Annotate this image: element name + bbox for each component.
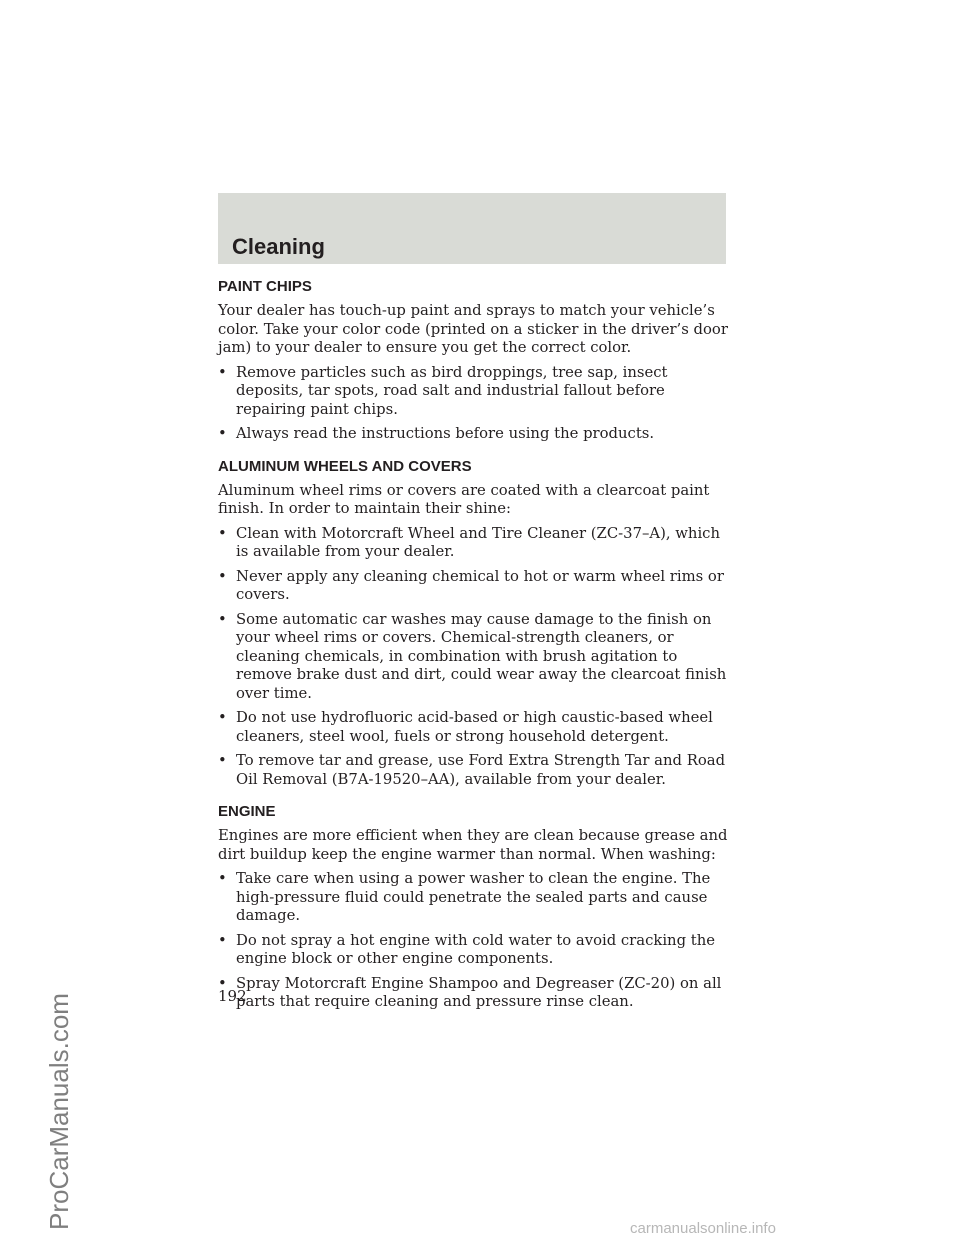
list-item (218, 425, 728, 444)
list-item-text: To remove tar and grease, use Ford Extra Strength Tar and Road Oil Removal (B7A-19520–AA), available from your dealer. (236, 752, 726, 788)
page-title: Cleaning (232, 234, 325, 259)
section-heading-engine: ENGINE (218, 803, 276, 820)
bullet-icon: • (218, 931, 227, 949)
list-item-text: Spray Motorcraft Engine Shampoo and Degreaser (ZC-20) on all parts that require cleaning and pressure rinse clean. (236, 974, 722, 1010)
list-item-text: Do not use hydrofluoric acid-based or high caustic-based wheel cleaners, steel wool, fuels or strong household detergent. (236, 709, 713, 745)
list-item (218, 932, 728, 969)
list-item-text: Clean with Motorcraft Wheel and Tire Cleaner (ZC-37–A), which is available from your dealer. (236, 524, 720, 560)
bullet-icon: • (218, 363, 227, 381)
list-item-text: Do not spray a hot engine with cold water to avoid cracking the engine block or other engine components. (236, 931, 715, 967)
list-item (218, 568, 728, 605)
aluminum-wheels-list (218, 525, 728, 790)
page-number: 192 (218, 987, 247, 1005)
bullet-icon: • (218, 567, 227, 585)
list-item (218, 709, 728, 746)
list-item (218, 364, 728, 420)
bullet-icon: • (218, 752, 227, 769)
list-item (218, 870, 728, 926)
section-heading-aluminum-wheels: ALUMINUM WHEELS AND COVERS (218, 457, 472, 475)
paint-chips-list (218, 364, 728, 444)
list-item-text: Never apply any cleaning chemical to hot or warm wheel rims or covers. (236, 567, 724, 603)
bullet-icon: • (218, 524, 227, 542)
list-item (218, 975, 728, 1012)
list-item (218, 525, 728, 562)
bullet-icon: • (218, 870, 227, 887)
engine-list (218, 870, 728, 1012)
list-item-text: Take care when using a power washer to clean the engine. The high-pressure fluid could penetrate the sealed parts and cause damage. (236, 870, 711, 924)
list-item (218, 611, 728, 704)
footer-watermark: carmanualsonline.info (630, 1220, 776, 1237)
list-item-text: Some automatic car washes may cause damage to the finish on your wheel rims or covers. Chemical-strength cleaners, or cleaning chemicals, in combination with brush agitation to remove brake dust and dirt, could wear away the clearcoat finish over time. (236, 610, 727, 702)
bullet-icon: • (218, 974, 227, 992)
list-item (218, 752, 728, 789)
bullet-icon: • (218, 610, 227, 628)
bullet-icon: • (218, 425, 227, 442)
side-watermark: ProCarManuals.com (44, 993, 74, 1230)
list-item-text: Remove particles such as bird droppings, tree sap, insect deposits, tar spots, road salt and industrial fallout before repairing paint chips. (236, 363, 668, 418)
paint-chips-intro: Your dealer has touch-up paint and sprays to match your vehicle’s color. Take your color code (printed on a sticker in the driver’s door jam) to your dealer to ensure you get the correct color. (218, 302, 728, 356)
page-content (218, 278, 728, 1026)
section-heading-paint-chips: PAINT CHIPS (218, 278, 312, 295)
aluminum-wheels-intro: Aluminum wheel rims or covers are coated with a clearcoat paint finish. In order to maintain their shine: (218, 481, 710, 517)
engine-intro: Engines are more efficient when they are clean because grease and dirt buildup keep the engine warmer than normal. When washing: (218, 827, 728, 863)
bullet-icon: • (218, 709, 227, 726)
list-item-text: Always read the instructions before using the products. (236, 425, 655, 442)
